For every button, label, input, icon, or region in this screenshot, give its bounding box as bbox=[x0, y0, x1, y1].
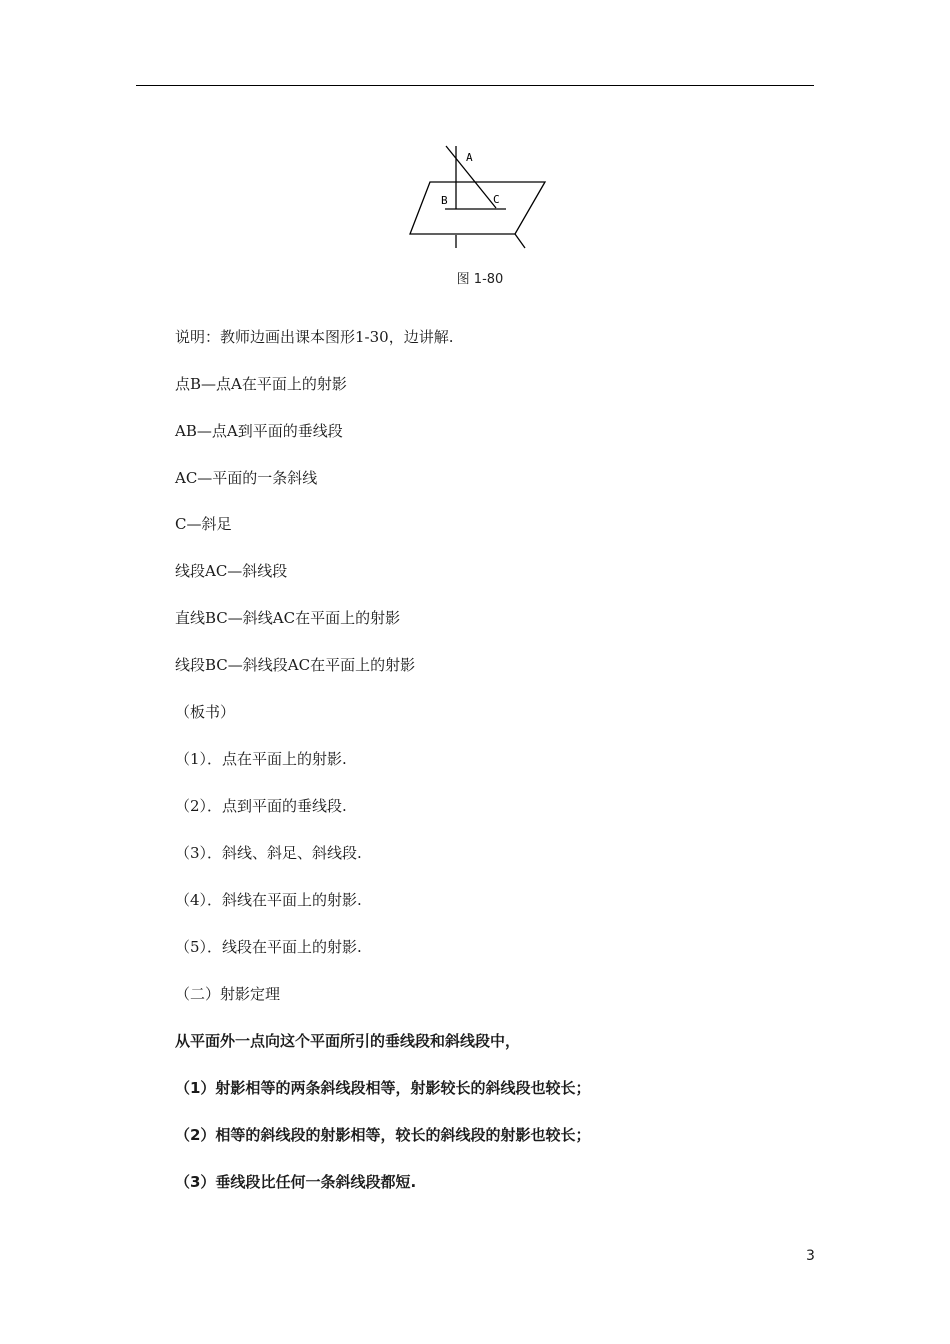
paragraph: （板书） bbox=[175, 703, 236, 721]
label-b: B bbox=[441, 194, 448, 207]
paragraph: 线段BC—斜线段AC在平面上的射影 bbox=[175, 656, 416, 674]
theorem-item: （2）相等的斜线段的射影相等，较长的斜线段的射影也较长； bbox=[175, 1126, 591, 1144]
figure-caption: 图 1-80 bbox=[456, 272, 504, 287]
label-c: C bbox=[493, 193, 500, 206]
page-number: 3 bbox=[806, 1248, 815, 1264]
oblique-line-extension bbox=[515, 234, 525, 248]
plane-parallelogram bbox=[410, 182, 545, 234]
theorem-item: （1）射影相等的两条斜线段相等，射影较长的斜线段也较长； bbox=[175, 1079, 591, 1097]
paragraph: AC—平面的一条斜线 bbox=[175, 469, 318, 487]
theorem-statement: 从平面外一点向这个平面所引的垂线段和斜线段中， bbox=[175, 1032, 521, 1050]
label-a: A bbox=[466, 151, 473, 164]
list-item: （3）．斜线、斜足、斜线段. bbox=[175, 844, 362, 862]
list-item: （4）．斜线在平面上的射影. bbox=[175, 891, 362, 909]
paragraph: 直线BC—斜线AC在平面上的射影 bbox=[175, 609, 401, 627]
paragraph: 说明：教师边画出课本图形1-30，边讲解. bbox=[175, 328, 454, 346]
list-item: （2）．点到平面的垂线段. bbox=[175, 797, 347, 815]
paragraph: 点B—点A在平面上的射影 bbox=[175, 375, 347, 393]
paragraph: 线段AC—斜线段 bbox=[175, 562, 288, 580]
header-rule bbox=[136, 85, 814, 86]
theorem-item: （3）垂线段比任何一条斜线段都短. bbox=[175, 1173, 417, 1191]
list-item: （1）．点在平面上的射影. bbox=[175, 750, 347, 768]
geometry-figure bbox=[400, 138, 560, 258]
list-item: （5）．线段在平面上的射影. bbox=[175, 938, 362, 956]
section-heading: （二）射影定理 bbox=[175, 985, 281, 1003]
paragraph: C—斜足 bbox=[175, 515, 232, 533]
paragraph: AB—点A到平面的垂线段 bbox=[175, 422, 343, 440]
